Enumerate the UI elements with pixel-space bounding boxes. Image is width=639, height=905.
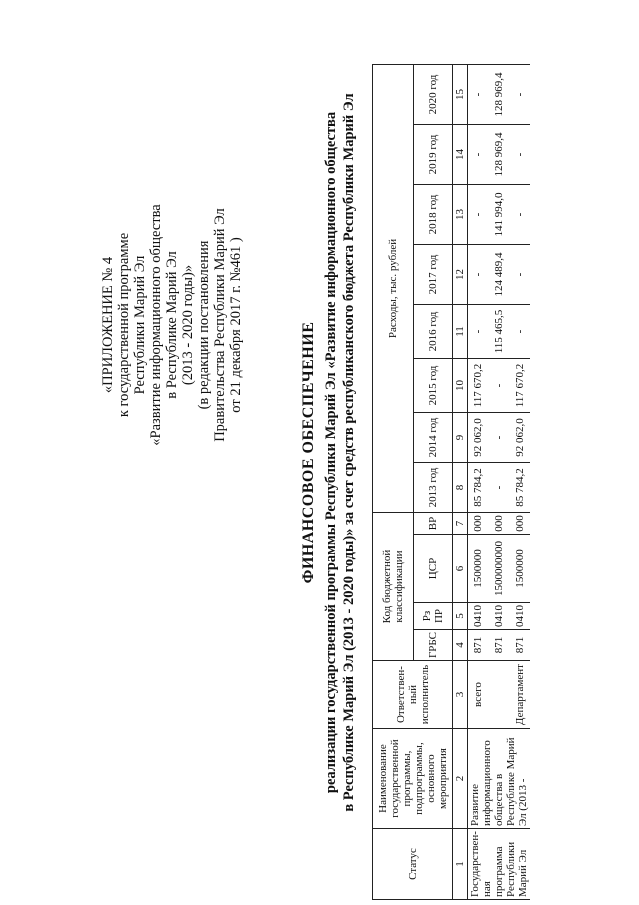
csr-cell: 1500000 [509, 534, 530, 602]
appendix-line: «Развитие информационного общества [148, 204, 164, 446]
value-cell: 85 784,2 [468, 462, 489, 512]
column-number: 12 [453, 244, 468, 304]
value-cell: 117 670,2 [509, 358, 530, 412]
column-number: 15 [453, 64, 468, 124]
column-number: 9 [453, 412, 468, 462]
csr-cell: 1500000000 [489, 534, 510, 602]
header-grbs: ГРБС [414, 629, 453, 660]
grbs-cell: 871 [489, 629, 510, 660]
executor-cell: всего [468, 661, 489, 729]
column-number: 11 [453, 304, 468, 358]
value-cell: 92 062,0 [509, 412, 530, 462]
column-number: 5 [453, 602, 468, 629]
executor-cell [489, 661, 510, 729]
header-row [373, 64, 414, 899]
value-cell: - [509, 64, 530, 124]
appendix-line: от 21 декабря 2017 г. №461 ) [228, 237, 244, 413]
column-number-row [453, 64, 468, 899]
value-cell: - [509, 304, 530, 358]
header-year: 2018 год [414, 184, 453, 244]
header-year: 2014 год [414, 412, 453, 462]
grbs-cell: 871 [509, 629, 530, 660]
appendix-line: к государственной программе [116, 232, 132, 418]
appendix-line: Правительства Республики Марий Эл [212, 208, 228, 442]
header-rzpr: Рз ПР [414, 602, 453, 629]
column-number: 7 [453, 512, 468, 534]
rzpr-cell: 0410 [509, 602, 530, 629]
appendix-line: в Республике Марий Эл [164, 251, 180, 399]
header-year: 2020 год [414, 64, 453, 124]
value-cell: 141 994,0 [489, 184, 510, 244]
header-year: 2013 год [414, 462, 453, 512]
value-cell: - [468, 304, 489, 358]
column-number: 6 [453, 534, 468, 602]
header-year: 2016 год [414, 304, 453, 358]
column-number: 2 [453, 729, 468, 829]
appendix-line: (в редакции постановления [196, 240, 212, 410]
value-cell: 128 969,4 [489, 64, 510, 124]
column-number: 10 [453, 358, 468, 412]
financing-table [372, 64, 530, 900]
column-number: 3 [453, 661, 468, 729]
header-expenses-group: Расходы, тыс. рублей [373, 64, 414, 512]
value-cell: - [489, 462, 510, 512]
document-subtitle [322, 50, 358, 855]
column-number: 4 [453, 629, 468, 660]
header-year: 2019 год [414, 124, 453, 184]
value-cell: - [468, 184, 489, 244]
appendix-note [100, 175, 244, 475]
value-cell: 124 489,4 [489, 244, 510, 304]
value-cell: - [509, 184, 530, 244]
column-number: 13 [453, 184, 468, 244]
header-vr: ВР [414, 512, 453, 534]
value-cell: - [468, 64, 489, 124]
header-year: 2015 год [414, 358, 453, 412]
appendix-line: «ПРИЛОЖЕНИЕ № 4 [100, 256, 116, 394]
value-cell: 85 784,2 [509, 462, 530, 512]
subtitle-line: реализации государственной программы Республики Марий Эл «Развитие информационного общества [323, 111, 339, 794]
vr-cell: 000 [509, 512, 530, 534]
value-cell: - [489, 412, 510, 462]
header-status: Статус [373, 829, 453, 900]
status-cell: Государствен-ная программа Республики Марий Эл [468, 829, 531, 900]
appendix-line: (2013 - 2020 годы)» [180, 264, 196, 386]
column-number: 14 [453, 124, 468, 184]
value-cell: 92 062,0 [468, 412, 489, 462]
header-name: Наименование государственной программы, подпрограммы, основного мероприятия [373, 729, 453, 829]
vr-cell: 000 [489, 512, 510, 534]
executor-cell: Департамент [509, 661, 530, 729]
csr-cell: 1500000 [468, 534, 489, 602]
header-year: 2017 год [414, 244, 453, 304]
table-row [468, 64, 489, 899]
appendix-line: Республики Марий Эл [132, 255, 148, 395]
grbs-cell: 871 [468, 629, 489, 660]
subtitle-line: в Республике Марий Эл (2013 - 2020 годы)» за счет средств республиканского бюджета Республики Марий Эл [341, 93, 357, 812]
vr-cell: 000 [468, 512, 489, 534]
document-title: ФИНАНСОВОЕ ОБЕСПЕЧЕНИЕ [300, 321, 317, 584]
value-cell: - [468, 124, 489, 184]
rzpr-cell: 0410 [468, 602, 489, 629]
value-cell: - [489, 358, 510, 412]
column-number: 1 [453, 829, 468, 900]
value-cell: 115 465,5 [489, 304, 510, 358]
value-cell: - [509, 124, 530, 184]
column-number: 8 [453, 462, 468, 512]
value-cell: - [468, 244, 489, 304]
value-cell: - [509, 244, 530, 304]
value-cell: 128 969,4 [489, 124, 510, 184]
rzpr-cell: 0410 [489, 602, 510, 629]
value-cell: 117 670,2 [468, 358, 489, 412]
header-code-group: Код бюджетной классификации [373, 512, 414, 660]
header-csr: ЦСР [414, 534, 453, 602]
header-executor: Ответствен-ный исполнитель [373, 661, 453, 729]
program-name-cell: Развитие информационного общества в Республике Марий Эл (2013 - [468, 729, 531, 829]
